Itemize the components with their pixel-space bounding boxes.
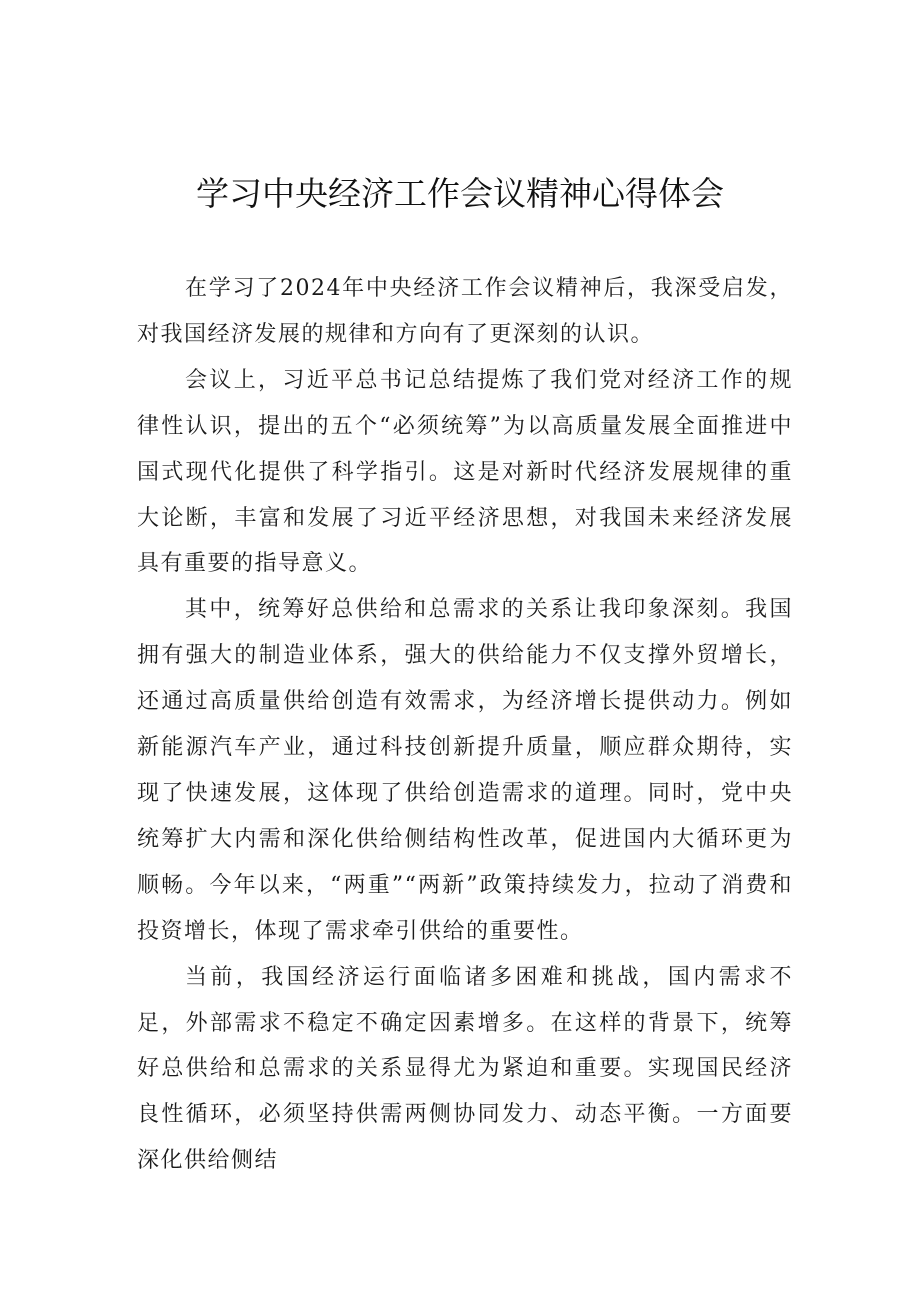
paragraph-1: 在学习了2024年中央经济工作会议精神后，我深受启发，对我国经济发展的规律和方向有了更深刻的认识。: [137, 276, 793, 347]
document-body: [137, 266, 793, 1184]
paragraph-4: 当前，我国经济运行面临诸多困难和挑战，国内需求不足，外部需求不稳定不确定因素增多。在这样的背景下，统筹好总供给和总需求的关系显得尤为紧迫和重要。实现国民经济良性循环，必须坚持供需两侧协同发力、动态平衡。一方面要深化供给侧结: [137, 964, 793, 1174]
paragraph-2: 会议上，习近平总书记总结提炼了我们党对经济工作的规律性认识，提出的五个“必须统筹”为以高质量发展全面推进中国式现代化提供了科学指引。这是对新时代经济发展规律的重大论断，丰富和发展了习近平经济思想，对我国未来经济发展具有重要的指导意义。: [137, 367, 793, 577]
paragraph-3: 其中，统筹好总供给和总需求的关系让我印象深刻。我国拥有强大的制造业体系，强大的供给能力不仅支撑外贸增长，还通过高质量供给创造有效需求，为经济增长提供动力。例如新能源汽车产业，通过科技创新提升质量，顺应群众期待，实现了快速发展，这体现了供给创造需求的道理。同时，党中央统筹扩大内需和深化供给侧结构性改革，促进国内大循环更为顺畅。今年以来，“两重”“两新”政策持续发力，拉动了消费和投资增长，体现了需求牵引供给的重要性。: [137, 597, 793, 944]
document-title: 学习中央经济工作会议精神心得体会: [196, 174, 724, 213]
